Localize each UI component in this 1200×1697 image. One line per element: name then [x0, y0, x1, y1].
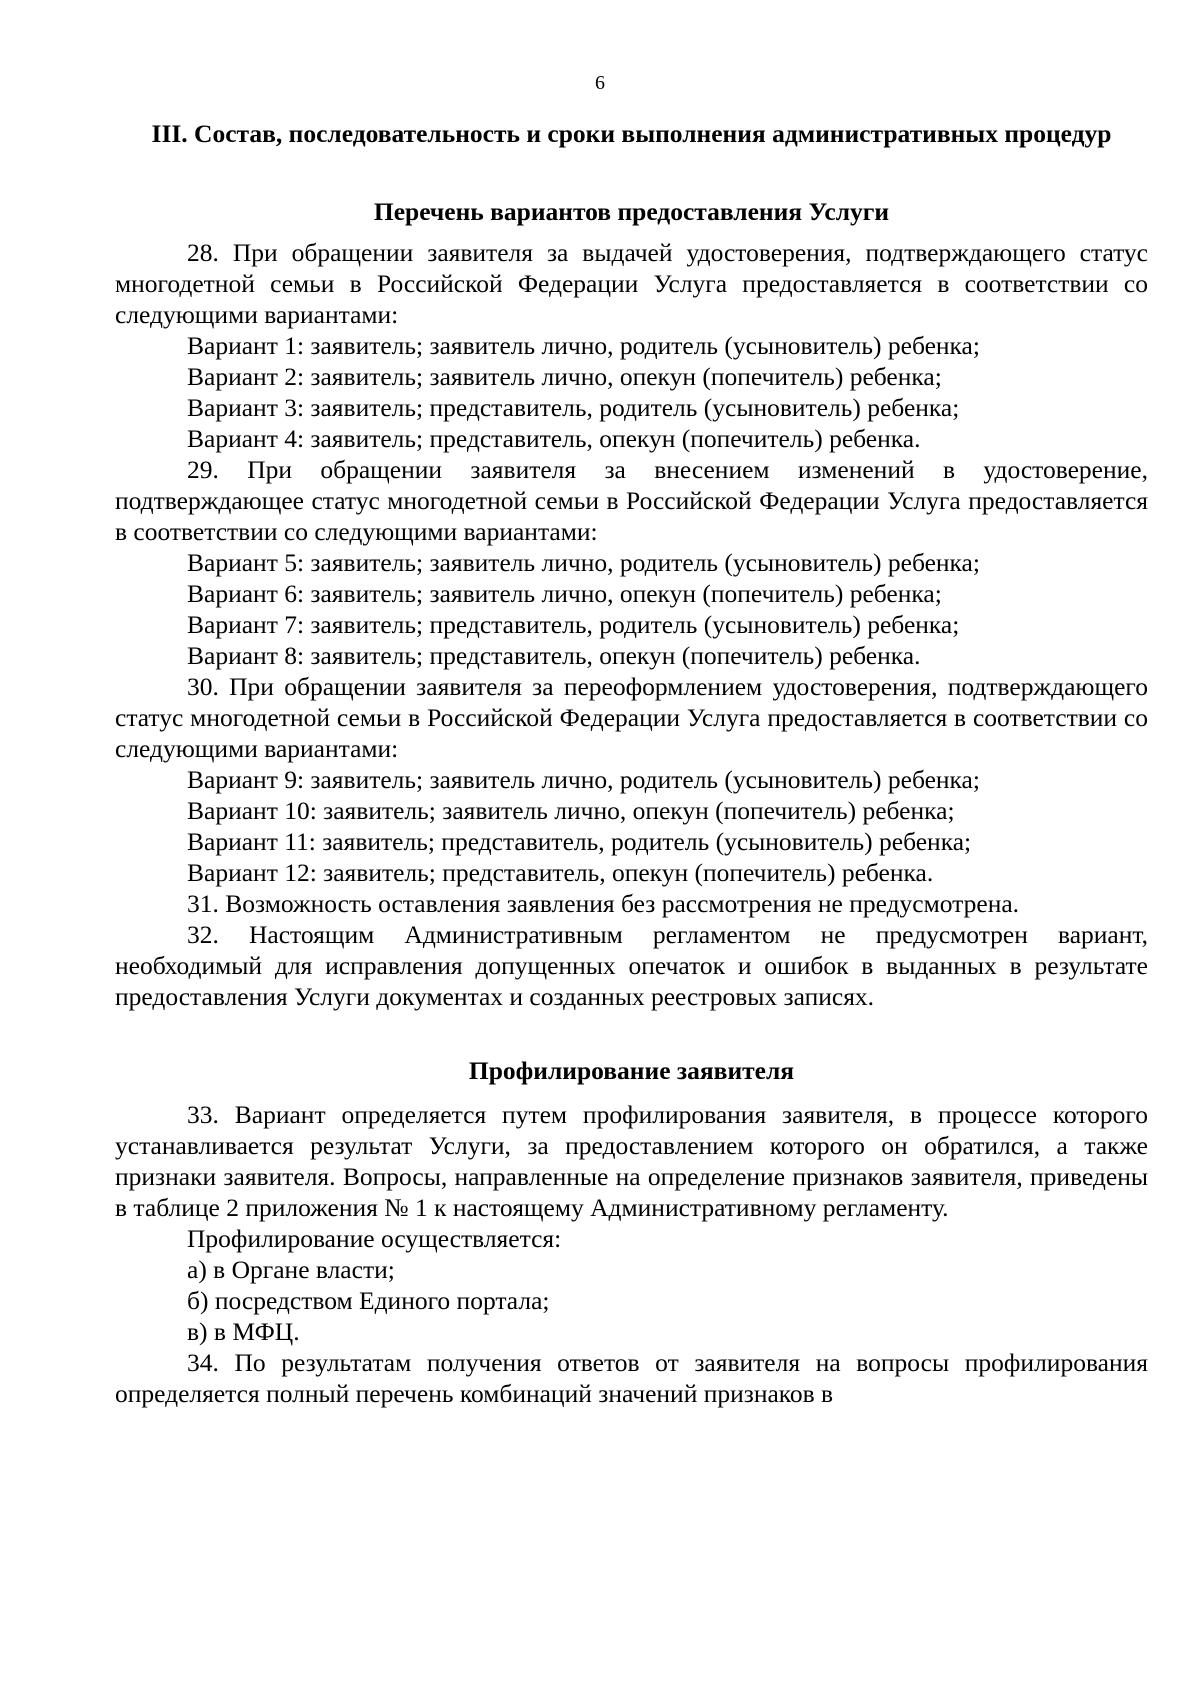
text-line: Вариант 8: заявитель; представитель, опекун (попечитель) ребенка.	[187, 641, 921, 670]
text-line: б) посредством Единого портала;	[187, 1286, 550, 1315]
profile-heading: Профилирование заявителя	[468, 1056, 795, 1085]
text-line: Вариант 4: заявитель; представитель, опекун (попечитель) ребенка.	[187, 424, 921, 453]
text-line: в) в МФЦ.	[187, 1317, 300, 1346]
text-line: а) в Органе власти;	[187, 1255, 395, 1284]
text-line: Вариант 5: заявитель; заявитель лично, родитель (усыновитель) ребенка;	[187, 548, 980, 577]
page-number: 6	[595, 72, 605, 94]
text-line: Вариант 12: заявитель; представитель, опекун (попечитель) ребенка.	[187, 858, 934, 887]
paragraph: 31. Возможность оставления заявления без рассмотрения не предусмотрена.	[187, 889, 1020, 918]
variants-section	[115, 237, 1148, 1012]
paragraph: 28. При обращении заявителя за выдачей удостоверения, подтверждающего статус многодетной семьи в Российской Федерации Услуга предоставляется в соответствии со следующими вариантами:	[115, 238, 1148, 329]
text-line: Вариант 1: заявитель; заявитель лично, родитель (усыновитель) ребенка;	[187, 331, 980, 360]
text-line: Профилирование осуществляется:	[187, 1224, 562, 1253]
text-line: Вариант 9: заявитель; заявитель лично, родитель (усыновитель) ребенка;	[187, 765, 980, 794]
text-line: Вариант 2: заявитель; заявитель лично, опекун (попечитель) ребенка;	[187, 362, 942, 391]
profile-section	[115, 1099, 1148, 1409]
paragraph: 33. Вариант определяется путем профилирования заявителя, в процессе которого устанавливается результат Услуги, за предоставлением которого он обратился, а также признаки заявителя. Вопросы, направленные на определение признаков заявителя, приведены в таблице 2 приложения № 1 к настоящему Административному регламенту.	[115, 1100, 1148, 1222]
paragraph: 29. При обращении заявителя за внесением изменений в удостоверение, подтверждающее статус многодетной семьи в Российской Федерации Услуга предоставляется в соответствии со следующими вариантами:	[115, 455, 1148, 546]
text-line: Вариант 7: заявитель; представитель, родитель (усыновитель) ребенка;	[187, 610, 960, 639]
paragraph: 32. Настоящим Административным регламентом не предусмотрен вариант, необходимый для исправления допущенных опечаток и ошибок в выданных в результате предоставления Услуги документах и созданных реестровых записях.	[115, 920, 1148, 1011]
text-line: Вариант 11: заявитель; представитель, родитель (усыновитель) ребенка;	[187, 827, 972, 856]
text-line: Вариант 10: заявитель; заявитель лично, опекун (попечитель) ребенка;	[187, 796, 955, 825]
text-line: Вариант 3: заявитель; представитель, родитель (усыновитель) ребенка;	[187, 393, 960, 422]
section-title: III. Состав, последовательность и сроки выполнения административных процедур	[151, 119, 1112, 148]
paragraph: 34. По результатам получения ответов от заявителя на вопросы профилирования определяется полный перечень комбинаций значений признаков в	[115, 1348, 1148, 1408]
paragraph: 30. При обращении заявителя за переоформлением удостоверения, подтверждающего статус многодетной семьи в Российской Федерации Услуга предоставляется в соответствии со следующими вариантами:	[115, 672, 1148, 763]
variants-heading: Перечень вариантов предоставления Услуги	[373, 197, 890, 226]
document-body	[115, 118, 1148, 1409]
text-line: Вариант 6: заявитель; заявитель лично, опекун (попечитель) ребенка;	[187, 579, 942, 608]
